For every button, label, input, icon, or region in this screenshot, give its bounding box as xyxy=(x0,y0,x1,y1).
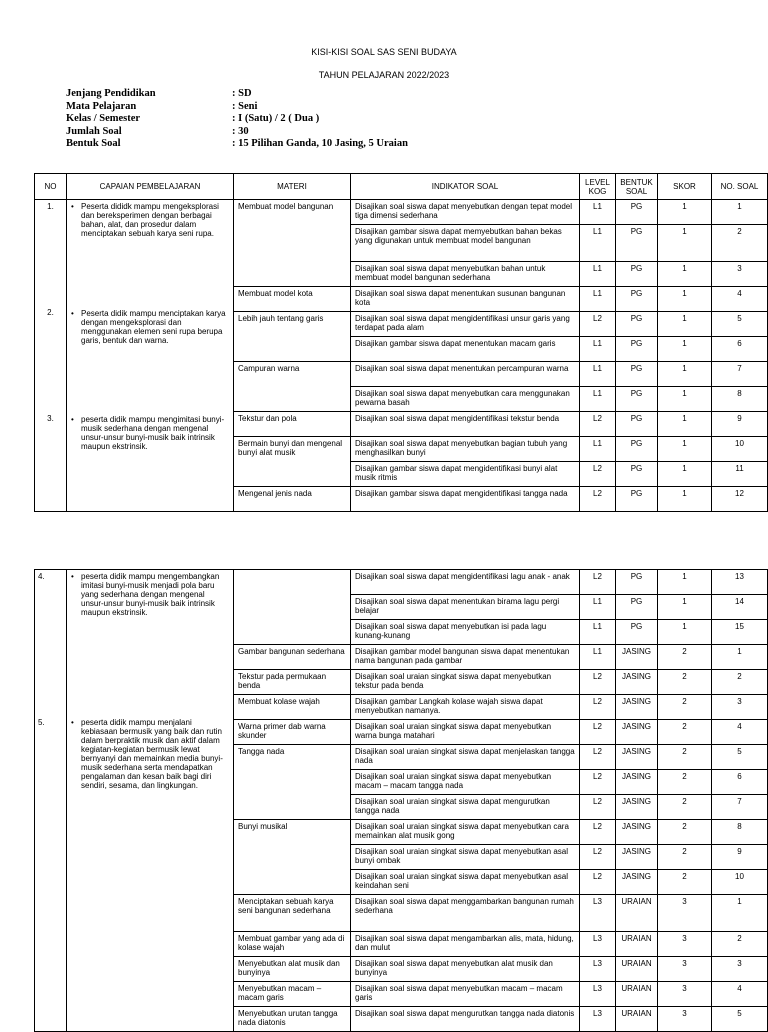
bentuk-cell: PG xyxy=(616,312,658,337)
nosoal-cell: 13 xyxy=(712,570,768,595)
col-header-bentuk: BENTUK SOAL xyxy=(616,174,658,200)
materi-cell: Menyebutkan macam – macam garis xyxy=(234,982,351,1007)
bentuk-cell: JASING xyxy=(616,770,658,795)
list-item: • Peserta didik mampu menciptakan karya dengan mengeksplorasi dan menggunakan elemen seni rupa berupa garis, bentuk dan warna. xyxy=(71,309,229,415)
bentuk-cell: JASING xyxy=(616,795,658,820)
level-cell: L3 xyxy=(580,895,616,932)
info-value: : 30 xyxy=(232,125,249,137)
level-cell: L1 xyxy=(580,200,616,225)
level-cell: L1 xyxy=(580,287,616,312)
info-row-bentuk xyxy=(66,138,408,151)
level-cell: L1 xyxy=(580,337,616,362)
list-item: • peserta didik mampu mengembangkan imitasi bunyi-musik menjadi pola baru yang sederhana dengan mengenal unsur-unsur bunyi-musik baik intrinsik maupun ekstrinsik. xyxy=(71,572,229,718)
nosoal-cell: 8 xyxy=(712,387,768,412)
indikator-cell: Disajikan gambar Langkah kolase wajah siswa dapat menyebutkan namanya. xyxy=(351,695,580,720)
info-label: Jumlah Soal xyxy=(66,125,122,137)
info-row-kelas xyxy=(66,113,408,126)
bentuk-cell: JASING xyxy=(616,820,658,845)
capaian-text: peserta didik mampu mengimitasi bunyi-musik sederhana dengan mengenal unsur-unsur bunyi-musik baik intrinsik maupun ekstrinsik. xyxy=(81,415,225,451)
info-row-jumlah xyxy=(66,126,408,139)
capaian-cell xyxy=(67,200,234,512)
indikator-cell: Disajikan soal siswa dapat menentukan birama lagu pergi belajar xyxy=(351,595,580,620)
level-cell: L1 xyxy=(580,262,616,287)
skor-cell: 1 xyxy=(658,412,712,437)
info-row-mapel xyxy=(66,101,408,114)
info-value: : SD xyxy=(232,88,252,99)
bentuk-cell: URAIAN xyxy=(616,982,658,1007)
bentuk-cell: JASING xyxy=(616,670,658,695)
materi-cell: Bunyi musikal xyxy=(234,820,351,895)
materi-cell: Menyebutkan urutan tangga nada diatonis xyxy=(234,1007,351,1032)
bentuk-cell: PG xyxy=(616,437,658,462)
nosoal-cell: 3 xyxy=(712,262,768,287)
nosoal-cell: 1 xyxy=(712,645,768,670)
skor-cell: 2 xyxy=(658,820,712,845)
skor-cell: 2 xyxy=(658,695,712,720)
indikator-cell: Disajikan soal uraian singkat siswa dapat menyebutkan macam – macam tangga nada xyxy=(351,770,580,795)
no-value: 4. xyxy=(38,572,45,581)
table-row xyxy=(35,570,768,595)
nosoal-cell: 6 xyxy=(712,770,768,795)
materi-cell: Membuat model kota xyxy=(234,287,351,312)
col-header-no: NO xyxy=(35,174,67,200)
capaian-text: Peserta dididk mampu mengeksplorasi dan bereksperimen dengan berbagai bahan, alat, dan prosedur dalam menciptakan sebuah karya seni rupa. xyxy=(81,202,219,238)
bentuk-cell: URAIAN xyxy=(616,895,658,932)
info-label: Mata Pelajaran xyxy=(66,100,137,112)
capaian-cell xyxy=(67,570,234,1032)
skor-cell: 3 xyxy=(658,982,712,1007)
capaian-text: Peserta didik mampu menciptakan karya dengan mengeksplorasi dan menggunakan elemen seni rupa berupa garis, bentuk dan warna. xyxy=(81,309,226,345)
nosoal-cell: 1 xyxy=(712,200,768,225)
bentuk-cell: PG xyxy=(616,225,658,262)
no-value: 5. xyxy=(38,718,45,727)
bentuk-cell: PG xyxy=(616,262,658,287)
no-value: 2. xyxy=(47,308,54,317)
nosoal-cell: 2 xyxy=(712,670,768,695)
skor-cell: 2 xyxy=(658,745,712,770)
skor-cell: 1 xyxy=(658,462,712,487)
indikator-cell: Disajikan soal siswa dapat mengambarkan alis, mata, hidung, dan mulut xyxy=(351,932,580,957)
skor-cell: 2 xyxy=(658,645,712,670)
bentuk-cell: PG xyxy=(616,462,658,487)
level-cell: L2 xyxy=(580,412,616,437)
skor-cell: 2 xyxy=(658,870,712,895)
skor-cell: 1 xyxy=(658,287,712,312)
col-header-level: LEVEL KOG xyxy=(580,174,616,200)
materi-cell: Menciptakan sebuah karya seni bangunan sederhana xyxy=(234,895,351,932)
nosoal-cell: 15 xyxy=(712,620,768,645)
bentuk-cell: PG xyxy=(616,620,658,645)
skor-cell: 2 xyxy=(658,845,712,870)
nosoal-cell: 4 xyxy=(712,287,768,312)
indikator-cell: Disajikan soal siswa dapat menyebutkan cara menggunakan pewarna basah xyxy=(351,387,580,412)
no-value: 3. xyxy=(47,414,54,423)
materi-cell: Membuat gambar yang ada di kolase wajah xyxy=(234,932,351,957)
nosoal-cell: 10 xyxy=(712,870,768,895)
level-cell: L1 xyxy=(580,437,616,462)
level-cell: L1 xyxy=(580,362,616,387)
info-value: : 15 Pilihan Ganda, 10 Jasing, 5 Uraian xyxy=(232,138,408,149)
col-header-nosoal: NO. SOAL xyxy=(712,174,768,200)
nosoal-cell: 5 xyxy=(712,745,768,770)
bentuk-cell: PG xyxy=(616,570,658,595)
materi-cell: Mengenal jenis nada xyxy=(234,487,351,512)
level-cell: L2 xyxy=(580,770,616,795)
nosoal-cell: 9 xyxy=(712,845,768,870)
info-value: : I (Satu) / 2 ( Dua ) xyxy=(232,113,320,124)
bentuk-cell: PG xyxy=(616,595,658,620)
nosoal-cell: 1 xyxy=(712,895,768,932)
skor-cell: 1 xyxy=(658,437,712,462)
col-header-capaian: CAPAIAN PEMBELAJARAN xyxy=(67,174,234,200)
nosoal-cell: 11 xyxy=(712,462,768,487)
materi-cell: Tekstur pada permukaan benda xyxy=(234,670,351,695)
bentuk-cell: JASING xyxy=(616,695,658,720)
materi-cell xyxy=(234,570,351,645)
level-cell: L3 xyxy=(580,1007,616,1032)
level-cell: L2 xyxy=(580,795,616,820)
indikator-cell: Disajikan soal siswa dapat menyebutkan macam – macam garis xyxy=(351,982,580,1007)
nosoal-cell: 8 xyxy=(712,820,768,845)
level-cell: L3 xyxy=(580,932,616,957)
skor-cell: 3 xyxy=(658,957,712,982)
bentuk-cell: JASING xyxy=(616,745,658,770)
indikator-cell: Disajikan soal siswa dapat menyebutkan bagian tubuh yang menghasilkan bunyi xyxy=(351,437,580,462)
level-cell: L3 xyxy=(580,982,616,1007)
indikator-cell: Disajikan gambar siswa dapat mengidentifikasi tangga nada xyxy=(351,487,580,512)
nosoal-cell: 9 xyxy=(712,412,768,437)
no-value: 1. xyxy=(47,202,54,211)
materi-cell: Bermain bunyi dan mengenal bunyi alat musik xyxy=(234,437,351,487)
list-item: • Peserta dididk mampu mengeksplorasi dan bereksperimen dengan berbagai bahan, alat, dan prosedur dalam menciptakan sebuah karya seni rupa. xyxy=(71,202,229,309)
materi-cell: Tekstur dan pola xyxy=(234,412,351,437)
nosoal-cell: 4 xyxy=(712,982,768,1007)
bentuk-cell: PG xyxy=(616,287,658,312)
materi-cell: Campuran warna xyxy=(234,362,351,412)
indikator-cell: Disajikan soal siswa dapat menggambarkan bangunan rumah sederhana xyxy=(351,895,580,932)
indikator-cell: Disajikan soal siswa dapat menentukan percampuran warna xyxy=(351,362,580,387)
materi-cell: Gambar bangunan sederhana xyxy=(234,645,351,670)
table-row xyxy=(35,200,768,225)
skor-cell: 1 xyxy=(658,620,712,645)
skor-cell: 1 xyxy=(658,337,712,362)
skor-cell: 2 xyxy=(658,720,712,745)
nosoal-cell: 7 xyxy=(712,362,768,387)
indikator-cell: Disajikan soal uraian singkat siswa dapat menyebutkan asal keindahan seni xyxy=(351,870,580,895)
level-cell: L2 xyxy=(580,820,616,845)
skor-cell: 3 xyxy=(658,1007,712,1032)
skor-cell: 3 xyxy=(658,895,712,932)
bentuk-cell: URAIAN xyxy=(616,957,658,982)
capaian-text: peserta didik mampu mengembangkan imitasi bunyi-musik menjadi pola baru yang sederhana dengan mengenal unsur-unsur bunyi-musik baik intrinsik maupun ekstrinsik. xyxy=(81,572,220,617)
indikator-cell: Disajikan soal siswa dapat menyebutkan dengan tepat model tiga dimensi sederhana xyxy=(351,200,580,225)
nosoal-cell: 3 xyxy=(712,957,768,982)
indikator-cell: Disajikan gambar siswa dapat mengidentifikasi bunyi alat musik ritmis xyxy=(351,462,580,487)
indikator-cell: Disajikan soal uraian singkat siswa dapat menyebutkan tekstur pada benda xyxy=(351,670,580,695)
academic-year: TAHUN PELAJARAN 2022/2023 xyxy=(318,70,450,80)
level-cell: L1 xyxy=(580,645,616,670)
indikator-cell: Disajikan soal uraian singkat siswa dapat mengurutkan tangga nada xyxy=(351,795,580,820)
skor-cell: 2 xyxy=(658,770,712,795)
skor-cell: 3 xyxy=(658,932,712,957)
list-item: • peserta didik mampu menjalani kebiasaan bermusik yang baik dan rutin dalam berpraktik musik dan aktif dalam kegiatan-kegiatan bermusik lewat bernyanyi dan memainkan media bunyi-musik sederhana serta mendapatkan pengalaman dan kesan baik bagi diri sendiri, sesama, dan lingkungan. xyxy=(71,718,229,790)
indikator-cell: Disajikan soal siswa dapat mengidentifikasi unsur garis yang terdapat pada alam xyxy=(351,312,580,337)
level-cell: L1 xyxy=(580,595,616,620)
level-cell: L2 xyxy=(580,845,616,870)
level-cell: L2 xyxy=(580,870,616,895)
level-cell: L2 xyxy=(580,487,616,512)
indikator-cell: Disajikan soal siswa dapat mengidentifikasi lagu anak - anak xyxy=(351,570,580,595)
col-header-indikator: INDIKATOR SOAL xyxy=(351,174,580,200)
level-cell: L1 xyxy=(580,387,616,412)
skor-cell: 1 xyxy=(658,362,712,387)
kisi-kisi-table-page-1 xyxy=(34,173,768,512)
bentuk-cell: PG xyxy=(616,412,658,437)
nosoal-cell: 12 xyxy=(712,487,768,512)
table-header-row xyxy=(35,174,768,200)
indikator-cell: Disajikan soal uraian singkat siswa dapat menyebutkan cara memainkan alat musik gong xyxy=(351,820,580,845)
skor-cell: 2 xyxy=(658,670,712,695)
bentuk-cell: PG xyxy=(616,487,658,512)
skor-cell: 1 xyxy=(658,387,712,412)
indikator-cell: Disajikan soal siswa dapat menyebutkan alat musik dan bunyinya xyxy=(351,957,580,982)
list-item: • peserta didik mampu mengimitasi bunyi-musik sederhana dengan mengenal unsur-unsur bunyi-musik baik intrinsik maupun ekstrinsik. xyxy=(71,415,229,451)
nosoal-cell: 5 xyxy=(712,1007,768,1032)
materi-cell: Membuat model bangunan xyxy=(234,200,351,287)
skor-cell: 1 xyxy=(658,312,712,337)
materi-cell: Lebih jauh tentang garis xyxy=(234,312,351,362)
nosoal-cell: 6 xyxy=(712,337,768,362)
indikator-cell: Disajikan gambar siswa dapat menentukan macam garis xyxy=(351,337,580,362)
materi-cell: Warna primer dab warna skunder xyxy=(234,720,351,745)
nosoal-cell: 5 xyxy=(712,312,768,337)
indikator-cell: Disajikan soal siswa dapat menentukan susunan bangunan kota xyxy=(351,287,580,312)
bentuk-cell: JASING xyxy=(616,645,658,670)
materi-cell: Menyebutkan alat musik dan bunyinya xyxy=(234,957,351,982)
indikator-cell: Disajikan gambar siswa dapat memyebutkan bahan bekas yang digunakan untuk membuat model bangunan xyxy=(351,225,580,262)
info-label: Jenjang Pendidikan xyxy=(66,88,156,99)
col-header-skor: SKOR xyxy=(658,174,712,200)
bentuk-cell: URAIAN xyxy=(616,1007,658,1032)
info-value: : Seni xyxy=(232,100,258,112)
nosoal-cell: 2 xyxy=(712,225,768,262)
level-cell: L2 xyxy=(580,720,616,745)
level-cell: L1 xyxy=(580,620,616,645)
skor-cell: 1 xyxy=(658,262,712,287)
skor-cell: 1 xyxy=(658,487,712,512)
nosoal-cell: 4 xyxy=(712,720,768,745)
materi-cell: Membuat kolase wajah xyxy=(234,695,351,720)
info-label: Bentuk Soal xyxy=(66,138,121,149)
nosoal-cell: 14 xyxy=(712,595,768,620)
col-header-materi: MATERI xyxy=(234,174,351,200)
bentuk-cell: URAIAN xyxy=(616,932,658,957)
level-cell: L2 xyxy=(580,670,616,695)
skor-cell: 1 xyxy=(658,200,712,225)
document-title: KISI-KISI SOAL SAS SENI BUDAYA xyxy=(311,47,457,57)
level-cell: L2 xyxy=(580,312,616,337)
indikator-cell: Disajikan soal siswa dapat mengurutkan tangga nada diatonis xyxy=(351,1007,580,1032)
indikator-cell: Disajikan gambar model bangunan siswa dapat menentukan nama bangunan pada gambar xyxy=(351,645,580,670)
no-cell xyxy=(35,200,67,512)
indikator-cell: Disajikan soal uraian singkat siswa dapat menyebutkan warna bunga matahari xyxy=(351,720,580,745)
info-label: Kelas / Semester xyxy=(66,113,141,124)
bentuk-cell: PG xyxy=(616,387,658,412)
skor-cell: 1 xyxy=(658,570,712,595)
bentuk-cell: PG xyxy=(616,200,658,225)
identity-block xyxy=(66,88,408,151)
indikator-cell: Disajikan soal uraian singkat siswa dapat menjelaskan tangga nada xyxy=(351,745,580,770)
no-cell xyxy=(35,570,67,1032)
level-cell: L2 xyxy=(580,745,616,770)
indikator-cell: Disajikan soal siswa dapat mengidentifikasi tekstur benda xyxy=(351,412,580,437)
bentuk-cell: PG xyxy=(616,362,658,387)
level-cell: L2 xyxy=(580,462,616,487)
nosoal-cell: 3 xyxy=(712,695,768,720)
info-row-jenjang xyxy=(66,88,408,101)
level-cell: L2 xyxy=(580,570,616,595)
indikator-cell: Disajikan soal siswa dapat menyebutkan bahan untuk membuat model bangunan sederhana xyxy=(351,262,580,287)
indikator-cell: Disajikan soal uraian singkat siswa dapat menyebutkan asal bunyi ombak xyxy=(351,845,580,870)
nosoal-cell: 10 xyxy=(712,437,768,462)
level-cell: L2 xyxy=(580,695,616,720)
level-cell: L3 xyxy=(580,957,616,982)
nosoal-cell: 7 xyxy=(712,795,768,820)
capaian-text: peserta didik mampu menjalani kebiasaan bermusik yang baik dan rutin dalam berpraktik musik dan aktif dalam kegiatan-kegiatan bermusik lewat bernyanyi dan memainkan media bunyi-musik sederhana serta mendapatkan pengalaman dan kesan baik bagi diri sendiri, sesama, dan lingkungan. xyxy=(81,718,223,790)
bentuk-cell: PG xyxy=(616,337,658,362)
skor-cell: 1 xyxy=(658,595,712,620)
kisi-kisi-table-page-2 xyxy=(34,569,768,1032)
indikator-cell: Disajikan soal siswa dapat menyebutkan isi pada lagu kunang-kunang xyxy=(351,620,580,645)
skor-cell: 2 xyxy=(658,795,712,820)
bentuk-cell: JASING xyxy=(616,845,658,870)
bentuk-cell: JASING xyxy=(616,720,658,745)
skor-cell: 1 xyxy=(658,225,712,262)
bentuk-cell: JASING xyxy=(616,870,658,895)
materi-cell: Tangga nada xyxy=(234,745,351,820)
level-cell: L1 xyxy=(580,225,616,262)
nosoal-cell: 2 xyxy=(712,932,768,957)
